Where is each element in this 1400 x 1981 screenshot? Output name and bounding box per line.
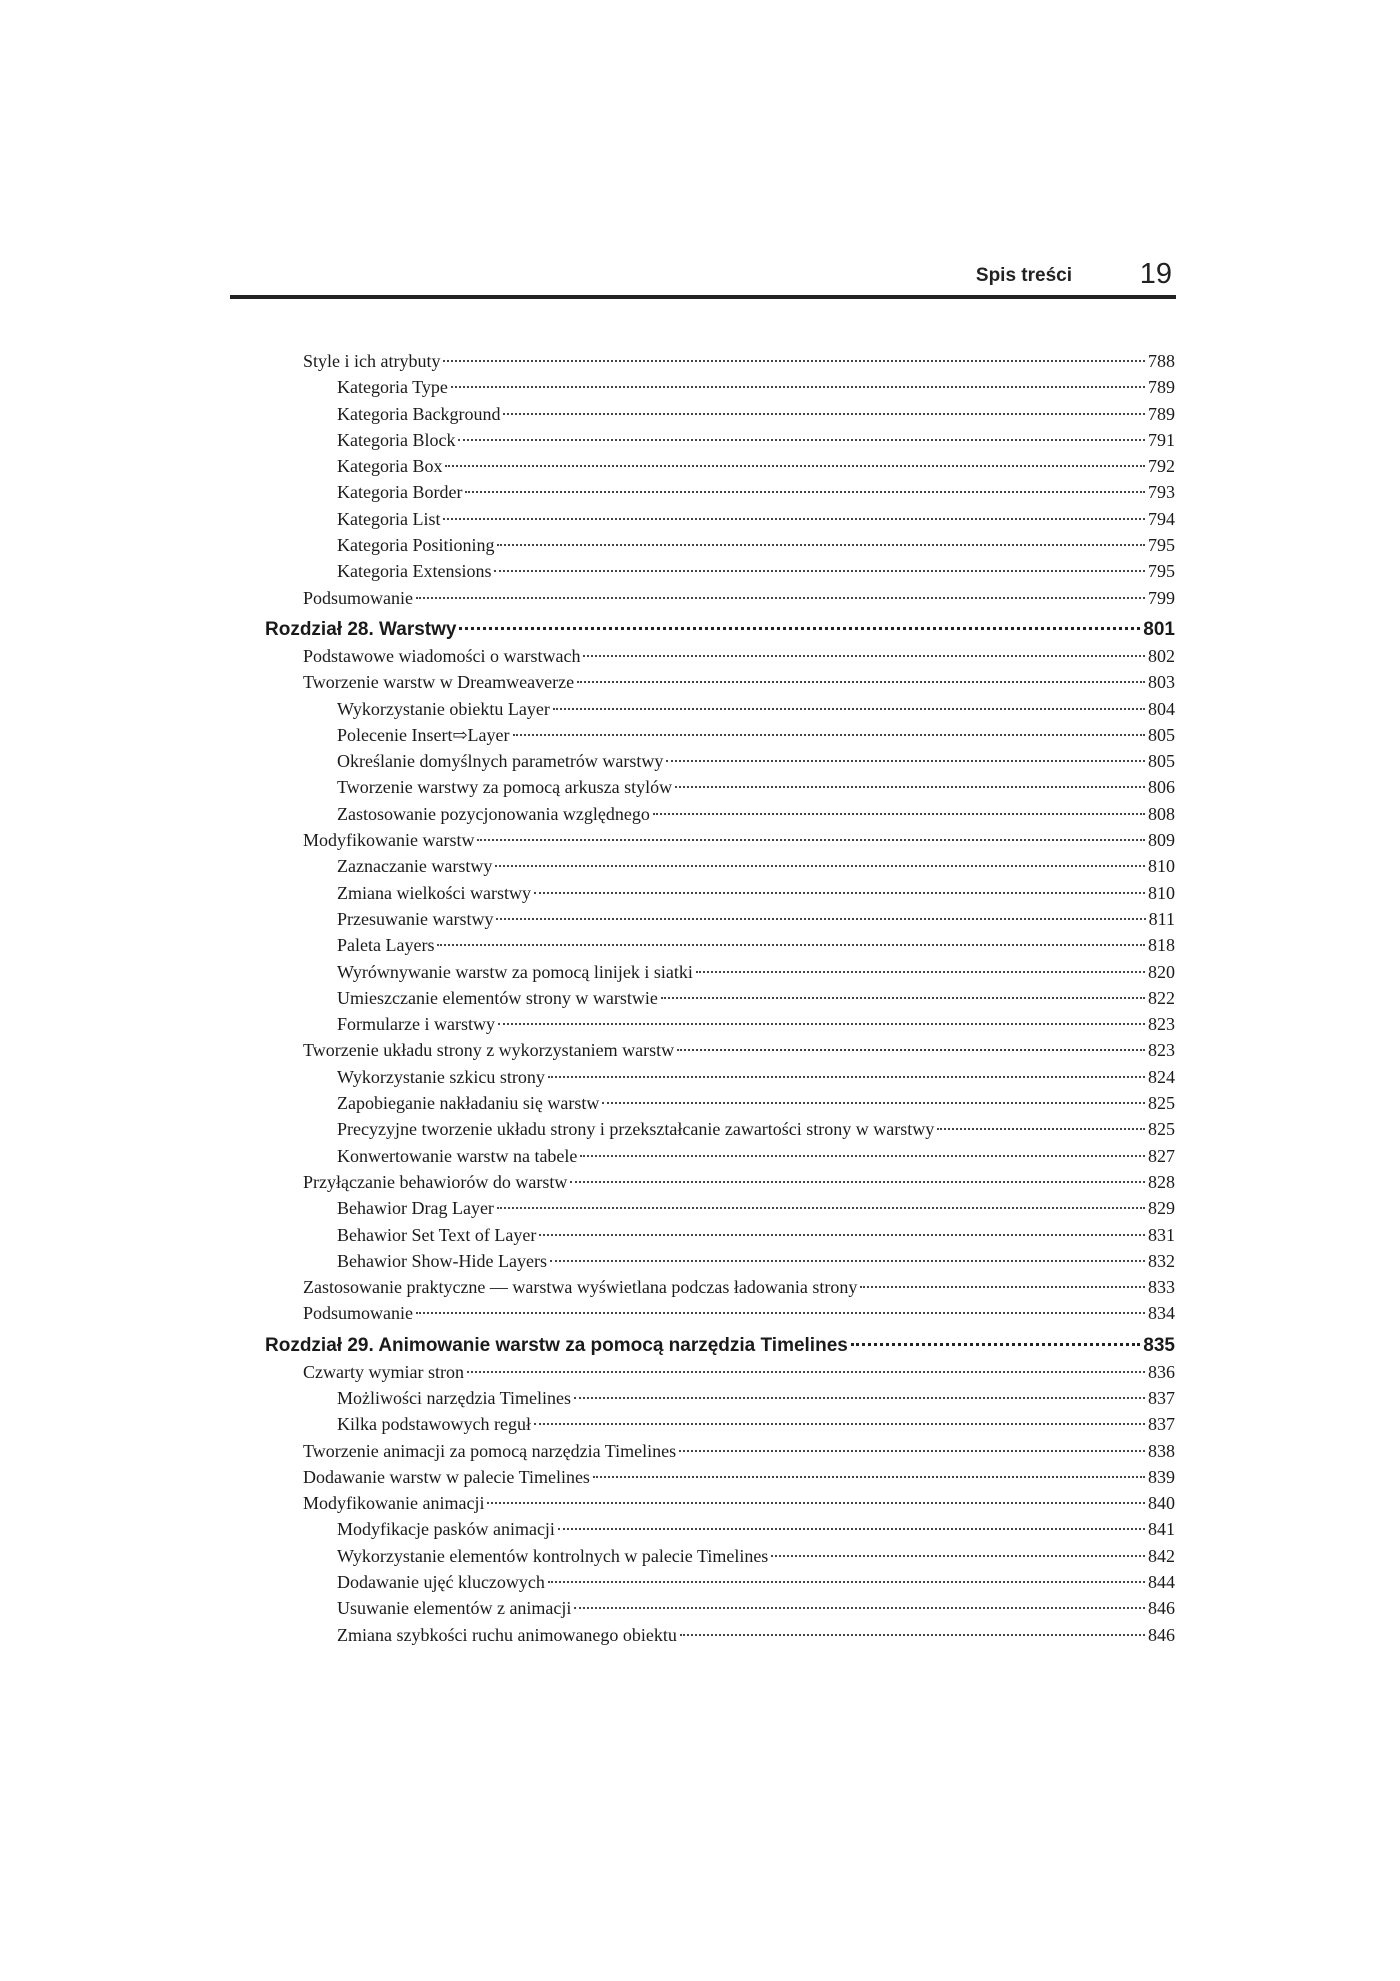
dot-leader [416,1312,1145,1314]
toc-entry[interactable] [265,774,1175,800]
toc-entry-page: 835 [1143,1334,1175,1356]
toc-entry-page: 824 [1148,1066,1175,1087]
page-number: 19 [1139,258,1172,290]
dot-leader [459,627,1140,630]
toc-entry-page: 818 [1148,935,1175,956]
toc-entry-page: 806 [1148,777,1175,798]
toc-entry[interactable] [265,348,1175,374]
toc-entry-page: 805 [1148,751,1175,772]
toc-entry[interactable] [265,401,1175,427]
dot-leader [602,1102,1145,1104]
toc-entry[interactable] [265,1011,1175,1037]
toc-entry-page: 795 [1148,561,1175,582]
toc-entry-page: 831 [1148,1224,1175,1245]
toc-entry[interactable] [265,669,1175,695]
toc-entry[interactable] [265,827,1175,853]
toc-entry-label: Dodawanie warstw w palecie Timelines [303,1466,590,1487]
running-head-title: Spis treści [975,265,1072,286]
toc-entry-label: Kategoria Positioning [337,535,495,556]
dot-leader [574,1607,1145,1609]
toc-entry-page: 832 [1148,1250,1175,1271]
dot-leader [580,1155,1145,1157]
toc-entry-page: 838 [1148,1440,1175,1461]
toc-entry-page: 841 [1148,1519,1175,1540]
toc-entry[interactable] [265,1595,1175,1621]
toc-entry-page: 802 [1148,645,1175,666]
toc-entry-label: Behawior Show-Hide Layers [337,1250,547,1271]
toc-entry-label: Formularze i warstwy [337,1014,495,1035]
toc-entry-label: Zastosowanie pozycjonowania względnego [337,803,650,824]
toc-entry-label: Kategoria Block [337,429,456,450]
dot-leader [548,1076,1145,1078]
dot-leader [534,1423,1145,1425]
toc-entry[interactable] [265,696,1175,722]
toc-entry-label: Przyłączanie behawiorów do warstw [303,1171,568,1192]
toc-entry[interactable] [265,643,1175,669]
toc-entry-label: Zmiana szybkości ruchu animowanego obiektu [337,1624,677,1645]
toc-entry-label: Wykorzystanie obiektu Layer [337,698,550,719]
dot-leader [593,1476,1145,1478]
toc-entry[interactable] [265,1169,1175,1195]
toc-entry-page: 820 [1148,961,1175,982]
dot-leader [653,813,1145,815]
toc-entry-page: 846 [1148,1598,1175,1619]
toc-entry-label: Rozdział 29. Animowanie warstw za pomocą narzędzia Timelines [265,1334,848,1356]
toc-entry-page: 840 [1148,1493,1175,1514]
toc-entry[interactable] [265,1385,1175,1411]
toc-entry[interactable] [265,932,1175,958]
toc-entry-label: Tworzenie animacji za pomocą narzędzia Timelines [303,1440,677,1461]
toc-entry-page: 789 [1148,403,1175,424]
toc-entry-page: 844 [1148,1572,1175,1593]
toc-entry-page: 837 [1148,1414,1175,1435]
toc-entry-label: Dodawanie ujęć kluczowych [337,1572,545,1593]
toc-entry[interactable] [265,506,1175,532]
toc-entry[interactable] [265,959,1175,985]
dot-leader [696,971,1145,973]
toc-entry-page: 833 [1148,1277,1175,1298]
dot-leader [553,708,1145,710]
dot-leader [851,1343,1140,1346]
toc-entry-label: Kategoria Extensions [337,561,492,582]
toc-entry[interactable] [265,1569,1175,1595]
toc-entry[interactable] [265,1116,1175,1142]
toc-entry-label: Zapobieganie nakładaniu się warstw [337,1093,600,1114]
dot-leader [477,839,1145,841]
toc-entry-page: 792 [1148,456,1175,477]
toc-entry[interactable] [265,853,1175,879]
toc-entry-page: 795 [1148,535,1175,556]
dot-leader [577,681,1145,683]
toc-entry[interactable] [265,1300,1175,1326]
toc-entry-page: 804 [1148,698,1175,719]
toc-entry[interactable] [265,1411,1175,1437]
toc-entry-label: Podstawowe wiadomości o warstwach [303,645,581,666]
toc-entry-label: Podsumowanie [303,1303,413,1324]
dot-leader [503,413,1145,415]
dot-leader [497,544,1145,546]
toc-entry-label: Kategoria List [337,508,441,529]
toc-entry-page: 829 [1148,1198,1175,1219]
toc-entry[interactable] [265,453,1175,479]
toc-entry-label: Style i ich atrybuty [303,351,441,371]
toc-entry-label: Behawior Drag Layer [337,1198,494,1219]
toc-entry-label: Kilka podstawowych reguł [337,1414,531,1435]
toc-entry-label: Kategoria Box [337,456,443,477]
toc-entry-label: Zmiana wielkości warstwy [337,882,531,903]
toc-entry-page: 837 [1148,1387,1175,1408]
toc-entry-page: 839 [1148,1466,1175,1487]
toc-entry-page: 834 [1148,1303,1175,1324]
dot-leader [443,518,1145,520]
toc-entry[interactable] [265,427,1175,453]
dot-leader [570,1181,1145,1183]
toc-entry-page: 808 [1148,803,1175,824]
toc-entry[interactable] [265,1543,1175,1569]
toc-entry-label: Określanie domyślnych parametrów warstwy [337,751,664,772]
toc-entry-page: 842 [1148,1545,1175,1566]
toc-entry[interactable] [265,374,1175,400]
toc-entry-page: 799 [1148,587,1175,608]
toc-entry[interactable] [265,880,1175,906]
toc-entry-page: 801 [1143,618,1175,640]
dot-leader [443,360,1145,362]
toc-entry-label: Modyfikowanie warstw [303,830,475,851]
toc-entry-page: 823 [1148,1014,1175,1035]
toc-entry[interactable] [265,532,1175,558]
toc-entry[interactable] [265,748,1175,774]
toc-entry-page: 805 [1148,724,1175,745]
toc-entry-page: 810 [1148,882,1175,903]
toc-entry[interactable] [265,985,1175,1011]
toc-entry[interactable] [265,1222,1175,1248]
toc-entry-page: 828 [1148,1171,1175,1192]
toc-entry-page: 809 [1148,830,1175,851]
toc-entry[interactable] [265,585,1175,611]
running-head [230,255,1176,299]
toc-entry-page: 846 [1148,1624,1175,1645]
toc-entry-label: Zastosowanie praktyczne — warstwa wyświetlana podczas ładowania strony [303,1277,858,1298]
toc-entry-label: Modyfikacje pasków animacji [337,1519,555,1540]
toc-entry[interactable] [265,1195,1175,1221]
dot-leader [680,1634,1145,1636]
toc-entry[interactable] [265,1359,1175,1385]
dot-leader [513,734,1145,736]
dot-leader [679,1450,1145,1452]
dot-leader [558,1528,1145,1530]
toc-entry[interactable] [265,558,1175,584]
toc-entry[interactable] [265,1438,1175,1464]
toc-entry-label: Rozdział 28. Warstwy [265,618,457,640]
dot-leader [534,892,1145,894]
dot-leader [771,1555,1145,1557]
toc-entry-label: Paleta Layers [337,935,435,956]
toc-entry-label: Możliwości narzędzia Timelines [337,1387,571,1408]
toc-entry-page: 788 [1148,351,1175,371]
toc-entry[interactable] [265,1037,1175,1063]
table-of-contents [265,348,1175,1648]
toc-entry[interactable] [265,1622,1175,1648]
dot-leader [465,491,1145,493]
dot-leader [416,597,1145,599]
toc-entry-label: Precyzyjne tworzenie układu strony i przekształcanie zawartości strony w warstwy [337,1119,935,1140]
toc-entry[interactable] [265,1516,1175,1542]
dot-leader [497,1207,1145,1209]
toc-entry[interactable] [265,1143,1175,1169]
dot-leader [550,1260,1145,1262]
toc-entry-page: 793 [1148,482,1175,503]
dot-leader [539,1234,1145,1236]
toc-entry-page: 827 [1148,1145,1175,1166]
toc-entry-label: Wyrównywanie warstw za pomocą linijek i siatki [337,961,693,982]
dot-leader [451,386,1145,388]
toc-entry-label: Modyfikowanie animacji [303,1493,485,1514]
dot-leader [937,1128,1145,1130]
dot-leader [860,1286,1145,1288]
toc-entry-page: 825 [1148,1093,1175,1114]
toc-entry[interactable] [265,1464,1175,1490]
toc-entry[interactable] [265,479,1175,505]
dot-leader [498,1023,1145,1025]
toc-entry-label: Behawior Set Text of Layer [337,1224,537,1245]
toc-entry-page: 789 [1148,377,1175,398]
toc-entry-label: Wykorzystanie elementów kontrolnych w palecie Timelines [337,1545,769,1566]
dot-leader [583,655,1145,657]
toc-entry-page: 836 [1148,1361,1175,1382]
toc-entry[interactable] [265,801,1175,827]
toc-chapter[interactable] [265,616,1175,643]
toc-chapter[interactable] [265,1332,1175,1359]
toc-entry-page: 825 [1148,1119,1175,1140]
toc-entry-label: Podsumowanie [303,587,413,608]
dot-leader [496,918,1145,920]
toc-entry-label: Wykorzystanie szkicu strony [337,1066,545,1087]
toc-entry-label: Kategoria Border [337,482,463,503]
dot-leader [548,1581,1145,1583]
toc-entry-label: Kategoria Background [337,403,501,424]
toc-entry[interactable] [265,1248,1175,1274]
dot-leader [494,570,1145,572]
toc-entry[interactable] [265,722,1175,748]
toc-entry-label: Czwarty wymiar stron [303,1361,464,1382]
toc-entry-label: Kategoria Type [337,377,448,398]
dot-leader [487,1502,1145,1504]
toc-entry-page: 803 [1148,672,1175,693]
toc-entry-label: Tworzenie warstwy za pomocą arkusza stylów [337,777,673,798]
toc-entry-label: Umieszczanie elementów strony w warstwie [337,987,658,1008]
toc-entry-label: Polecenie Insert⇨Layer [337,724,510,745]
dot-leader [458,439,1145,441]
toc-entry[interactable] [265,1090,1175,1116]
toc-entry-page: 791 [1148,429,1175,450]
dot-leader [666,760,1145,762]
dot-leader [675,786,1145,788]
toc-entry-label: Zaznaczanie warstwy [337,856,493,877]
toc-entry-page: 811 [1148,908,1175,929]
toc-entry[interactable] [265,1064,1175,1090]
toc-entry[interactable] [265,1490,1175,1516]
dot-leader [574,1397,1145,1399]
dot-leader [495,865,1145,867]
toc-entry[interactable] [265,1274,1175,1300]
toc-entry-page: 794 [1148,508,1175,529]
dot-leader [445,465,1145,467]
dot-leader [661,997,1145,999]
toc-entry[interactable] [265,906,1175,932]
toc-entry-label: Przesuwanie warstwy [337,908,494,929]
toc-entry-label: Tworzenie układu strony z wykorzystaniem warstw [303,1040,675,1061]
toc-entry-page: 822 [1148,987,1175,1008]
toc-entry-label: Konwertowanie warstw na tabele [337,1145,578,1166]
toc-entry-label: Usuwanie elementów z animacji [337,1598,572,1619]
dot-leader [677,1049,1145,1051]
dot-leader [467,1371,1145,1373]
toc-entry-label: Tworzenie warstw w Dreamweaverze [303,672,575,693]
toc-entry-page: 810 [1148,856,1175,877]
dot-leader [437,944,1145,946]
toc-entry-page: 823 [1148,1040,1175,1061]
